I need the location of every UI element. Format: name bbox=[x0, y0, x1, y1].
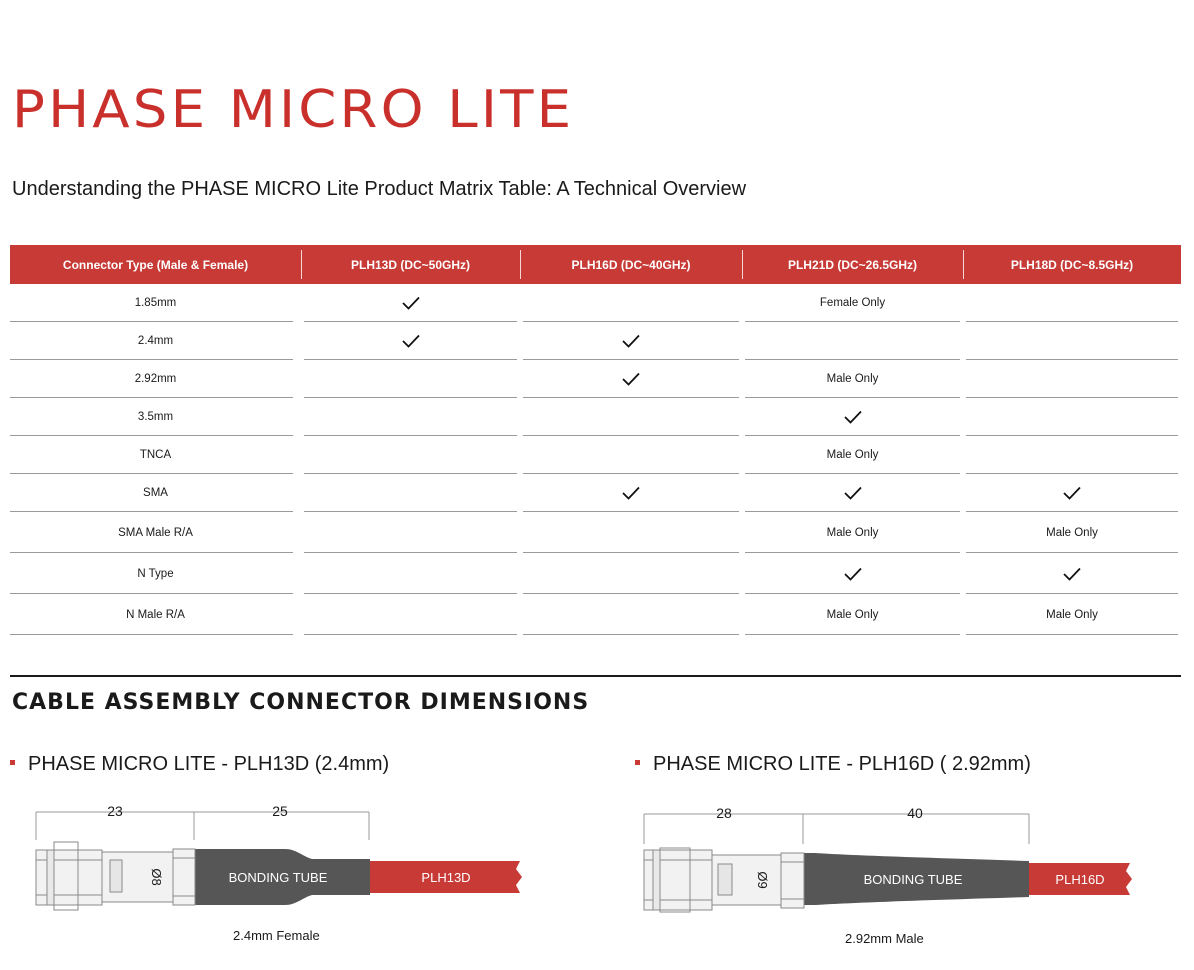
availability-note: Male Only bbox=[826, 373, 879, 385]
cell-plh18d bbox=[963, 360, 1181, 398]
cell-plh13d bbox=[301, 284, 520, 322]
cell-plh18d bbox=[963, 474, 1181, 512]
cell-plh13d bbox=[301, 360, 520, 398]
cell-plh13d bbox=[301, 474, 520, 512]
cell-plh21d bbox=[742, 474, 963, 512]
cell-plh21d bbox=[742, 360, 963, 398]
header-connector-type: Connector Type (Male & Female) bbox=[10, 245, 301, 284]
check-icon bbox=[621, 333, 641, 349]
caption-plh16d: 2.92mm Male bbox=[845, 931, 924, 946]
connector-body bbox=[644, 848, 1132, 912]
cable-label: PLH16D bbox=[1055, 872, 1105, 887]
row-label: 2.92mm bbox=[10, 360, 301, 398]
cell-plh21d bbox=[742, 398, 963, 436]
row-label: 1.85mm bbox=[10, 284, 301, 322]
row-label: N Type bbox=[10, 553, 301, 594]
cable-label: PLH13D bbox=[421, 870, 471, 885]
cell-plh18d bbox=[963, 322, 1181, 360]
table-row bbox=[10, 436, 1181, 474]
matrix-header-row bbox=[10, 245, 1181, 284]
availability-note: Male Only bbox=[826, 449, 879, 461]
connector-diagram-plh13d bbox=[30, 798, 530, 913]
connector-diagram-plh16d bbox=[640, 800, 1140, 915]
section-title: CABLE ASSEMBLY CONNECTOR DIMENSIONS bbox=[12, 690, 590, 715]
cell-plh16d bbox=[520, 594, 742, 635]
dimension-title-text: PHASE MICRO LITE - PLH16D ( 2.92mm) bbox=[653, 753, 1031, 775]
cell-plh21d bbox=[742, 322, 963, 360]
cell-plh18d bbox=[963, 284, 1181, 322]
cell-plh21d bbox=[742, 512, 963, 553]
cell-plh16d bbox=[520, 436, 742, 474]
cell-plh18d bbox=[963, 398, 1181, 436]
bonding-tube-label: BONDING TUBE bbox=[228, 870, 328, 885]
length-1-label: 28 bbox=[716, 805, 732, 821]
check-icon bbox=[401, 333, 421, 349]
bullet-icon bbox=[10, 760, 15, 765]
dimension-lines bbox=[36, 812, 369, 840]
header-plh18d: PLH18D (DC~8.5GHz) bbox=[963, 245, 1181, 284]
page-subtitle: Understanding the PHASE MICRO Lite Product Matrix Table: A Technical Overview bbox=[12, 178, 747, 200]
availability-note: Female Only bbox=[819, 297, 886, 309]
check-icon bbox=[1062, 566, 1082, 582]
cell-plh13d bbox=[301, 594, 520, 635]
cell-plh13d bbox=[301, 322, 520, 360]
table-row bbox=[10, 594, 1181, 635]
section-divider bbox=[10, 675, 1181, 677]
table-row bbox=[10, 398, 1181, 436]
row-label: 3.5mm bbox=[10, 398, 301, 436]
header-plh21d: PLH21D (DC~26.5GHz) bbox=[742, 245, 963, 284]
row-label: 2.4mm bbox=[10, 322, 301, 360]
check-icon bbox=[401, 295, 421, 311]
check-icon bbox=[843, 409, 863, 425]
cell-plh18d bbox=[963, 553, 1181, 594]
table-row bbox=[10, 284, 1181, 322]
matrix-body bbox=[10, 284, 1181, 635]
cell-plh21d bbox=[742, 594, 963, 635]
cell-plh16d bbox=[520, 474, 742, 512]
check-icon bbox=[843, 485, 863, 501]
header-plh13d: PLH13D (DC~50GHz) bbox=[301, 245, 520, 284]
diameter-label: Ø9 bbox=[755, 871, 770, 889]
availability-note: Male Only bbox=[1046, 608, 1098, 621]
caption-plh13d: 2.4mm Female bbox=[233, 928, 320, 943]
header-plh16d: PLH16D (DC~40GHz) bbox=[520, 245, 742, 284]
row-label: TNCA bbox=[10, 436, 301, 474]
row-label: N Male R/A bbox=[10, 594, 301, 635]
dimension-title-text: PHASE MICRO LITE - PLH13D (2.4mm) bbox=[28, 753, 390, 775]
cell-plh18d bbox=[963, 436, 1181, 474]
availability-note: Male Only bbox=[826, 608, 879, 621]
availability-note: Male Only bbox=[1046, 526, 1098, 539]
check-icon bbox=[621, 371, 641, 387]
row-label: SMA bbox=[10, 474, 301, 512]
cell-plh13d bbox=[301, 512, 520, 553]
dimension-title-plh16d bbox=[635, 753, 1031, 776]
check-icon bbox=[843, 566, 863, 582]
cell-plh16d bbox=[520, 553, 742, 594]
cell-plh21d bbox=[742, 284, 963, 322]
cell-plh18d bbox=[963, 594, 1181, 635]
table-row bbox=[10, 322, 1181, 360]
cell-plh13d bbox=[301, 398, 520, 436]
bonding-tube-label: BONDING TUBE bbox=[863, 872, 963, 887]
table-row bbox=[10, 360, 1181, 398]
cell-plh16d bbox=[520, 512, 742, 553]
check-icon bbox=[1062, 485, 1082, 501]
cell-plh16d bbox=[520, 322, 742, 360]
diameter-label: Ø8 bbox=[149, 868, 164, 886]
cell-plh13d bbox=[301, 553, 520, 594]
cell-plh16d bbox=[520, 360, 742, 398]
cell-plh18d bbox=[963, 512, 1181, 553]
table-row bbox=[10, 512, 1181, 553]
table-row bbox=[10, 474, 1181, 512]
length-1-label: 23 bbox=[107, 803, 123, 819]
cell-plh21d bbox=[742, 553, 963, 594]
check-icon bbox=[621, 485, 641, 501]
length-2-label: 40 bbox=[907, 805, 923, 821]
cell-plh16d bbox=[520, 284, 742, 322]
table-row bbox=[10, 553, 1181, 594]
connector-body bbox=[36, 842, 522, 910]
bullet-icon bbox=[635, 760, 640, 765]
length-2-label: 25 bbox=[272, 803, 288, 819]
row-label: SMA Male R/A bbox=[10, 512, 301, 553]
cell-plh13d bbox=[301, 436, 520, 474]
cell-plh16d bbox=[520, 398, 742, 436]
availability-note: Male Only bbox=[826, 526, 879, 539]
dimension-title-plh13d bbox=[10, 753, 389, 776]
dimension-lines bbox=[644, 814, 1029, 844]
cell-plh21d bbox=[742, 436, 963, 474]
page-title: PHASE MICRO LITE bbox=[12, 80, 575, 140]
product-matrix-table bbox=[10, 245, 1181, 635]
